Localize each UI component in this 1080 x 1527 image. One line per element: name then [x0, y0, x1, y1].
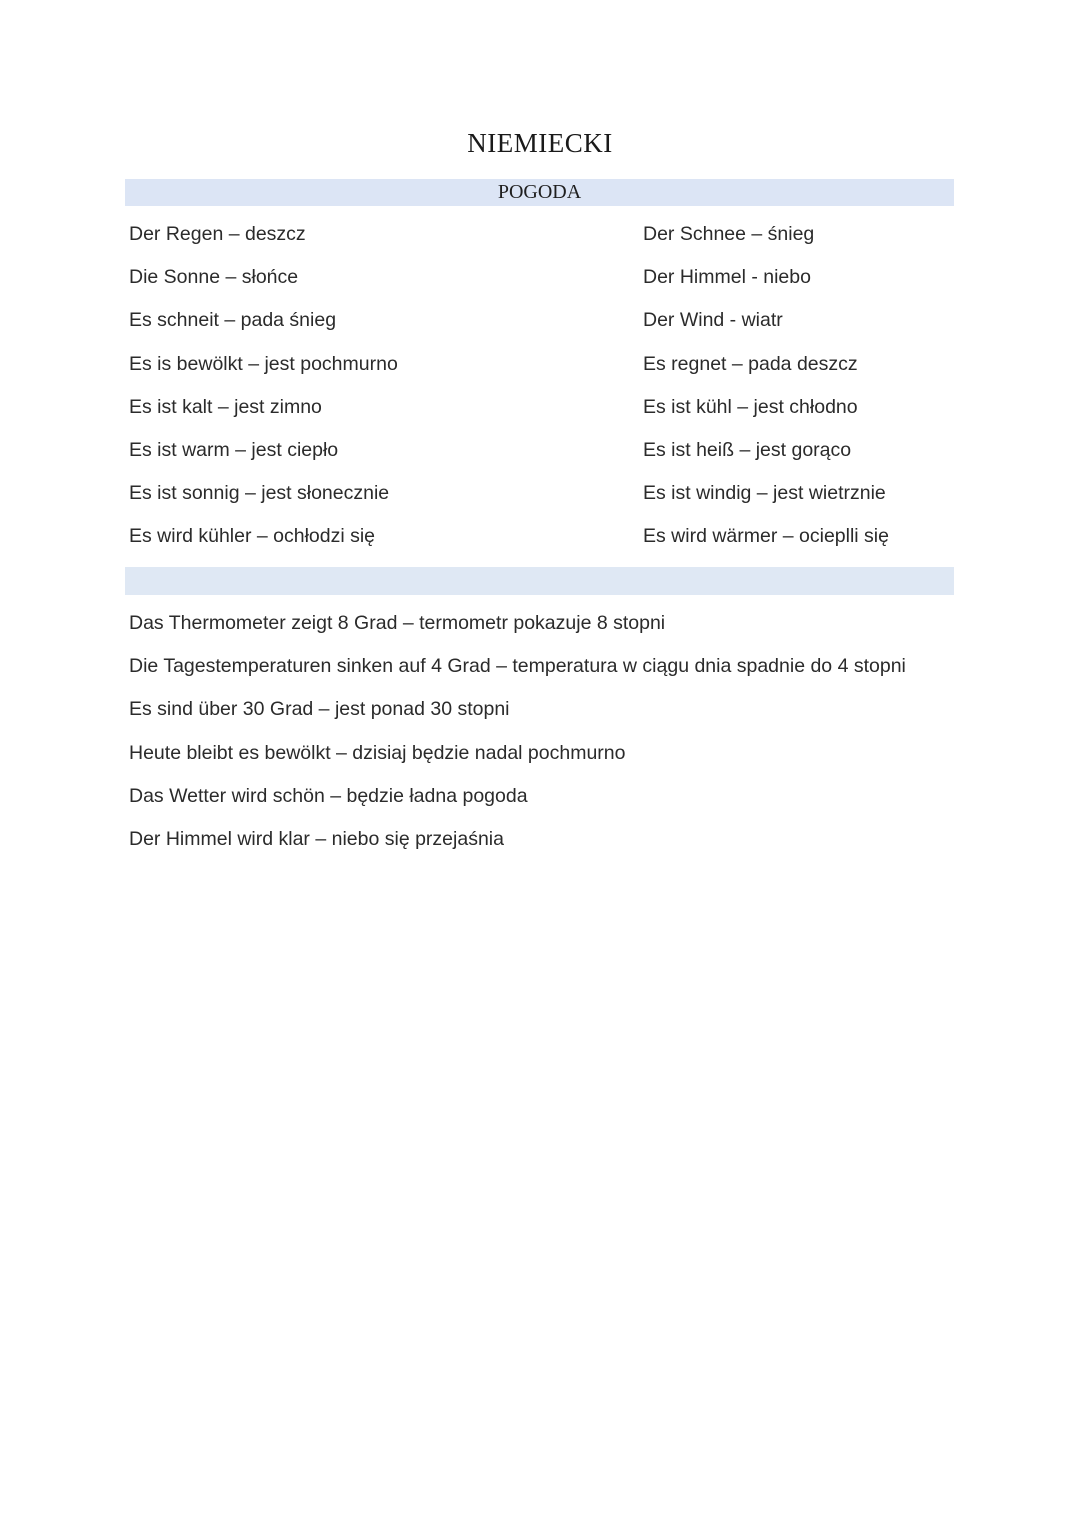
vocab-item: Der Regen – deszcz: [129, 223, 306, 245]
vocab-item: Es ist kalt – jest zimno: [129, 395, 322, 418]
section-header-band: [125, 179, 954, 206]
vocab-item: Es ist heiß – jest gorąco: [643, 438, 852, 461]
phrase-item: Heute bleibt es bewölkt – dzisiaj będzie nadal pochmurno: [129, 741, 626, 764]
phrase-item: Das Thermometer zeigt 8 Grad – termometr pokazuje 8 stopni: [129, 612, 666, 634]
section-divider-band: [125, 567, 954, 595]
vocab-item: Der Schnee – śnieg: [643, 223, 815, 245]
phrase-list: [129, 609, 906, 868]
vocab-item: Die Sonne – słońce: [129, 266, 299, 289]
vocab-item: Es wird kühler – ochłodzi się: [129, 525, 376, 548]
page-title: NIEMIECKI: [467, 128, 613, 158]
vocab-item: Es ist windig – jest wietrznie: [643, 482, 886, 505]
phrase-item: Die Tagestemperaturen sinken auf 4 Grad – temperatura w ciągu dnia spadnie do 4 stopni: [129, 655, 906, 678]
vocab-item: Es is bewölkt – jest pochmurno: [129, 352, 398, 375]
phrase-item: Der Himmel wird klar – niebo się przejaśnia: [129, 827, 504, 850]
vocabulary-right-column: [643, 220, 889, 566]
phrase-item: Es sind über 30 Grad – jest ponad 30 stopni: [129, 698, 510, 721]
vocab-item: Es regnet – pada deszcz: [643, 352, 858, 375]
vocab-item: Der Wind - wiatr: [643, 309, 783, 332]
section-heading: POGODA: [497, 181, 582, 203]
vocabulary-left-column: [129, 220, 398, 566]
vocab-item: Der Himmel - niebo: [643, 266, 811, 289]
vocab-item: Es wird wärmer – ocieplli się: [643, 525, 889, 548]
vocab-item: Es ist warm – jest ciepło: [129, 438, 339, 461]
vocab-item: Es schneit – pada śnieg: [129, 309, 337, 332]
vocab-item: Es ist sonnig – jest słonecznie: [129, 482, 390, 505]
vocab-item: Es ist kühl – jest chłodno: [643, 395, 858, 418]
phrase-item: Das Wetter wird schön – będzie ładna pogoda: [129, 784, 528, 807]
